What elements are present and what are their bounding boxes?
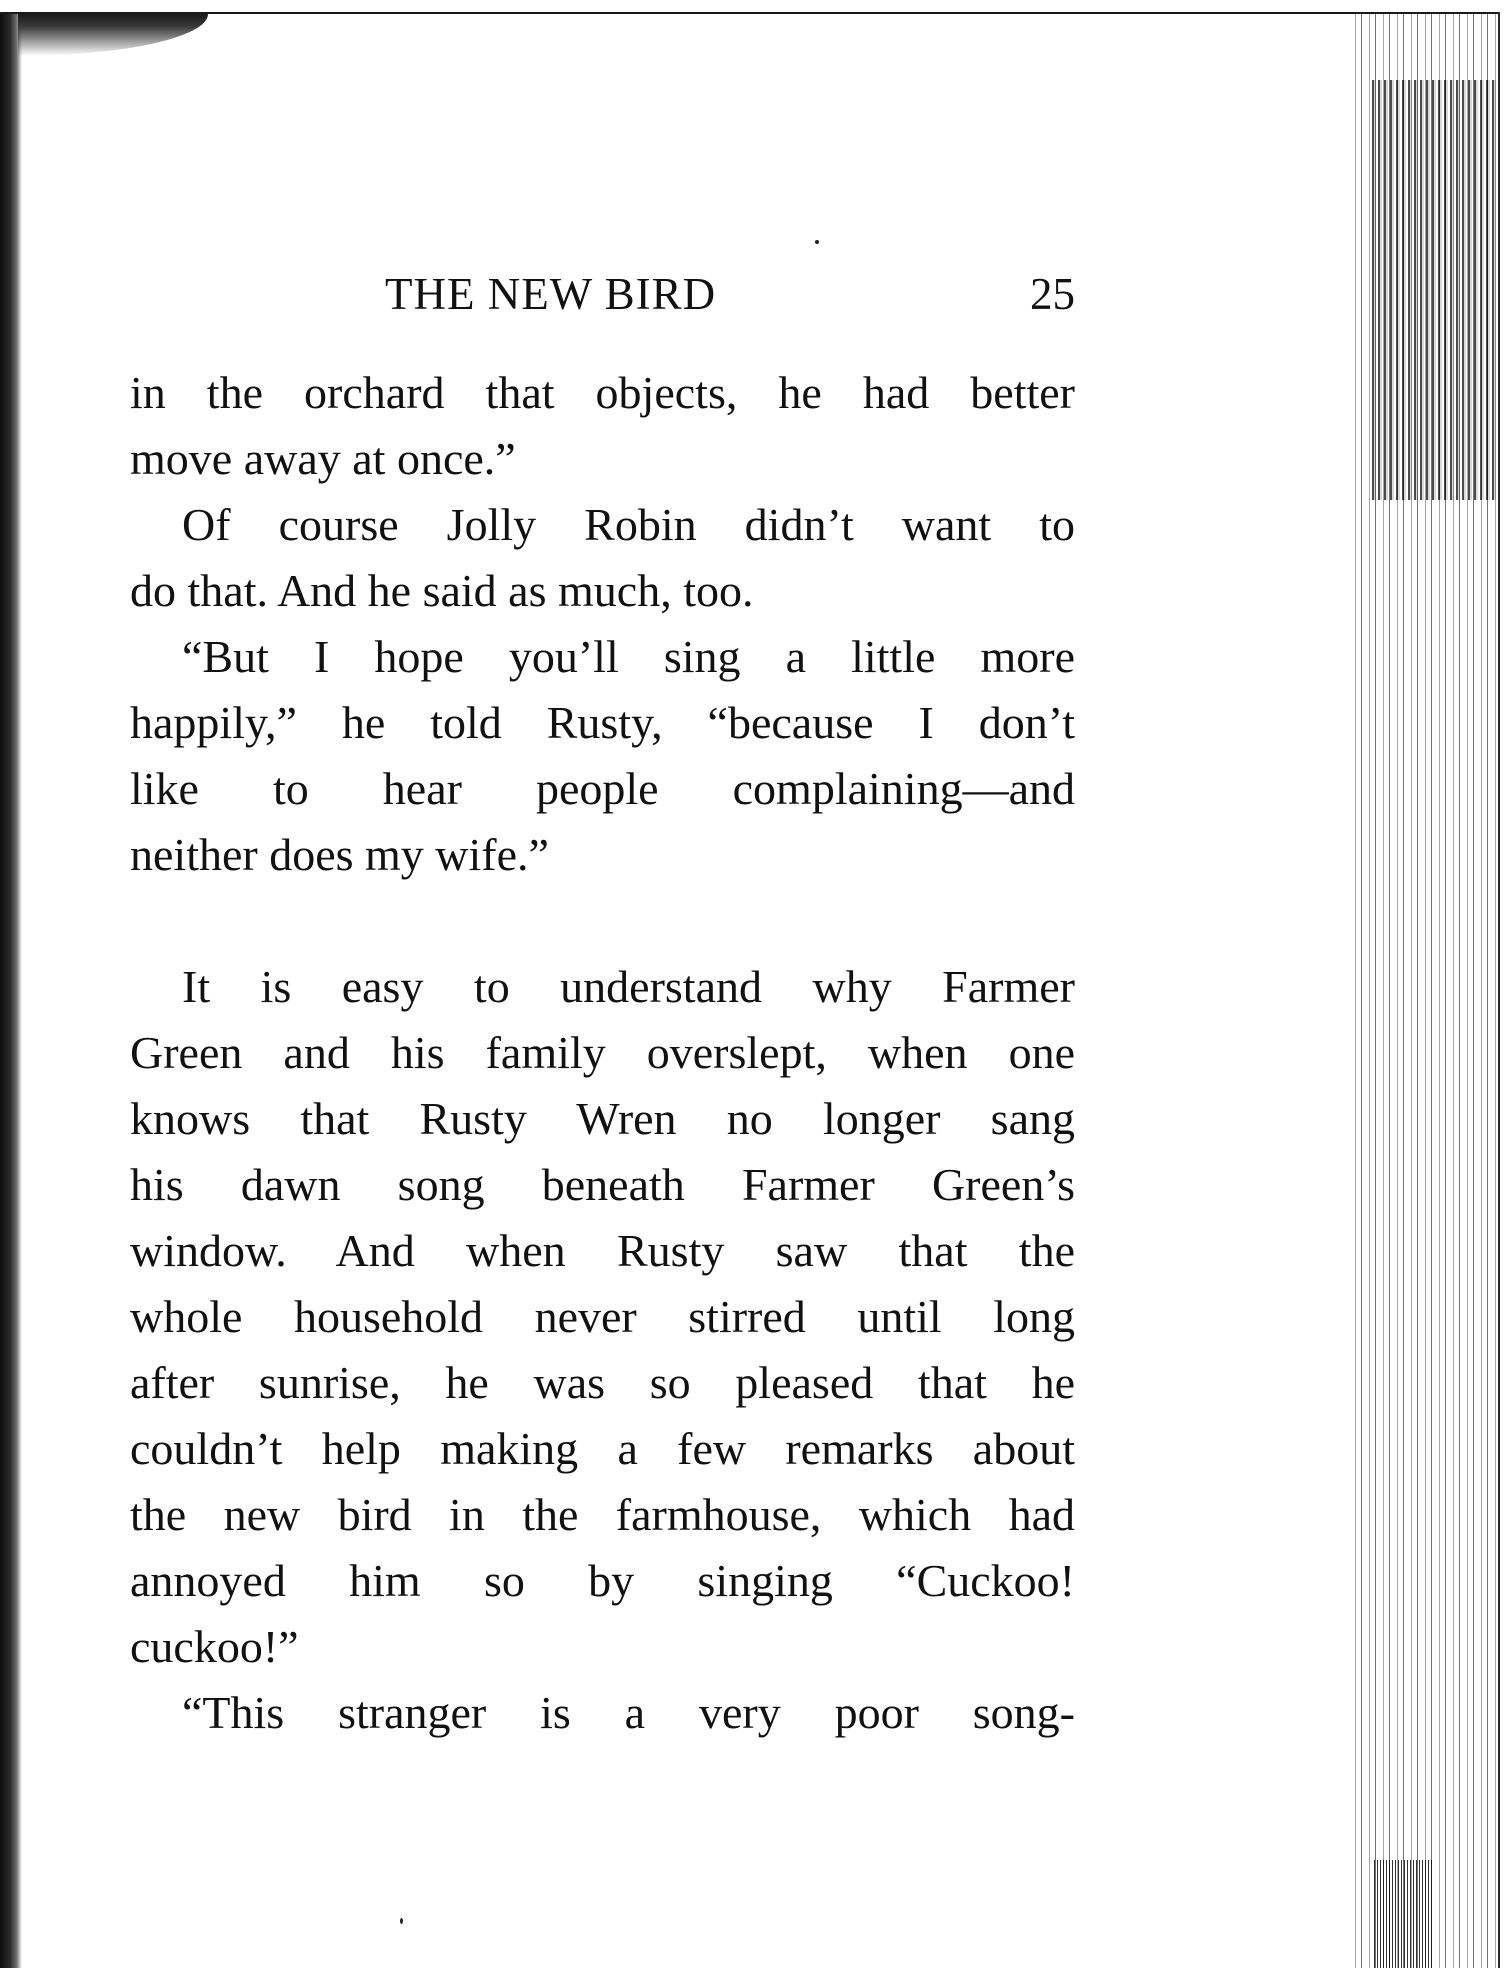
text-line: neither does my wife.” [130, 829, 549, 880]
running-title: THE NEW BIRD [385, 269, 717, 319]
text-line: move away at once.” [130, 433, 516, 484]
text-line: do that. And he said as much, too. [130, 565, 754, 616]
text-line: window. And when Rusty saw that the [130, 1225, 1075, 1276]
text-line: his dawn song beneath Farmer Green’s [130, 1159, 1075, 1210]
section-break [130, 888, 1075, 954]
text-line: like to hear people complaining—and [130, 763, 1075, 814]
text-line: Green and his family overslept, when one [130, 1027, 1075, 1078]
text-line: Of course Jolly Robin didn’t want to [182, 499, 1075, 550]
text-line: whole household never stirred until long [130, 1291, 1075, 1342]
scan-top-edge [0, 12, 1500, 14]
text-line: the new bird in the farmhouse, which had [130, 1489, 1075, 1540]
scan-left-shadow [0, 14, 22, 1968]
page-number: 25 [1030, 269, 1075, 319]
binding-gutter-dark [1370, 80, 1500, 500]
text-line: “But I hope you’ll sing a little more [182, 631, 1075, 682]
ink-speck [400, 1918, 403, 1924]
text-line: in the orchard that objects, he had better [130, 367, 1075, 418]
scan-right-edge [1498, 12, 1500, 1968]
text-line: “This stranger is a very poor song- [182, 1687, 1075, 1738]
text-line: cuckoo!” [130, 1621, 299, 1672]
scan-corner-shadow [18, 14, 208, 56]
text-line: annoyed him so by singing “Cuckoo! [130, 1555, 1075, 1606]
text-line: knows that Rusty Wren no longer sang [130, 1093, 1075, 1144]
binding-gutter-bottom [1372, 1860, 1432, 1968]
text-line: It is easy to understand why Farmer [182, 961, 1075, 1012]
text-line: happily,” he told Rusty, “because I don’t [130, 697, 1075, 748]
ink-speck [815, 240, 819, 244]
running-head [130, 268, 1075, 328]
body-text [130, 360, 1075, 1746]
text-line: after sunrise, he was so pleased that he [130, 1357, 1075, 1408]
text-line: couldn’t help making a few remarks about [130, 1423, 1075, 1474]
